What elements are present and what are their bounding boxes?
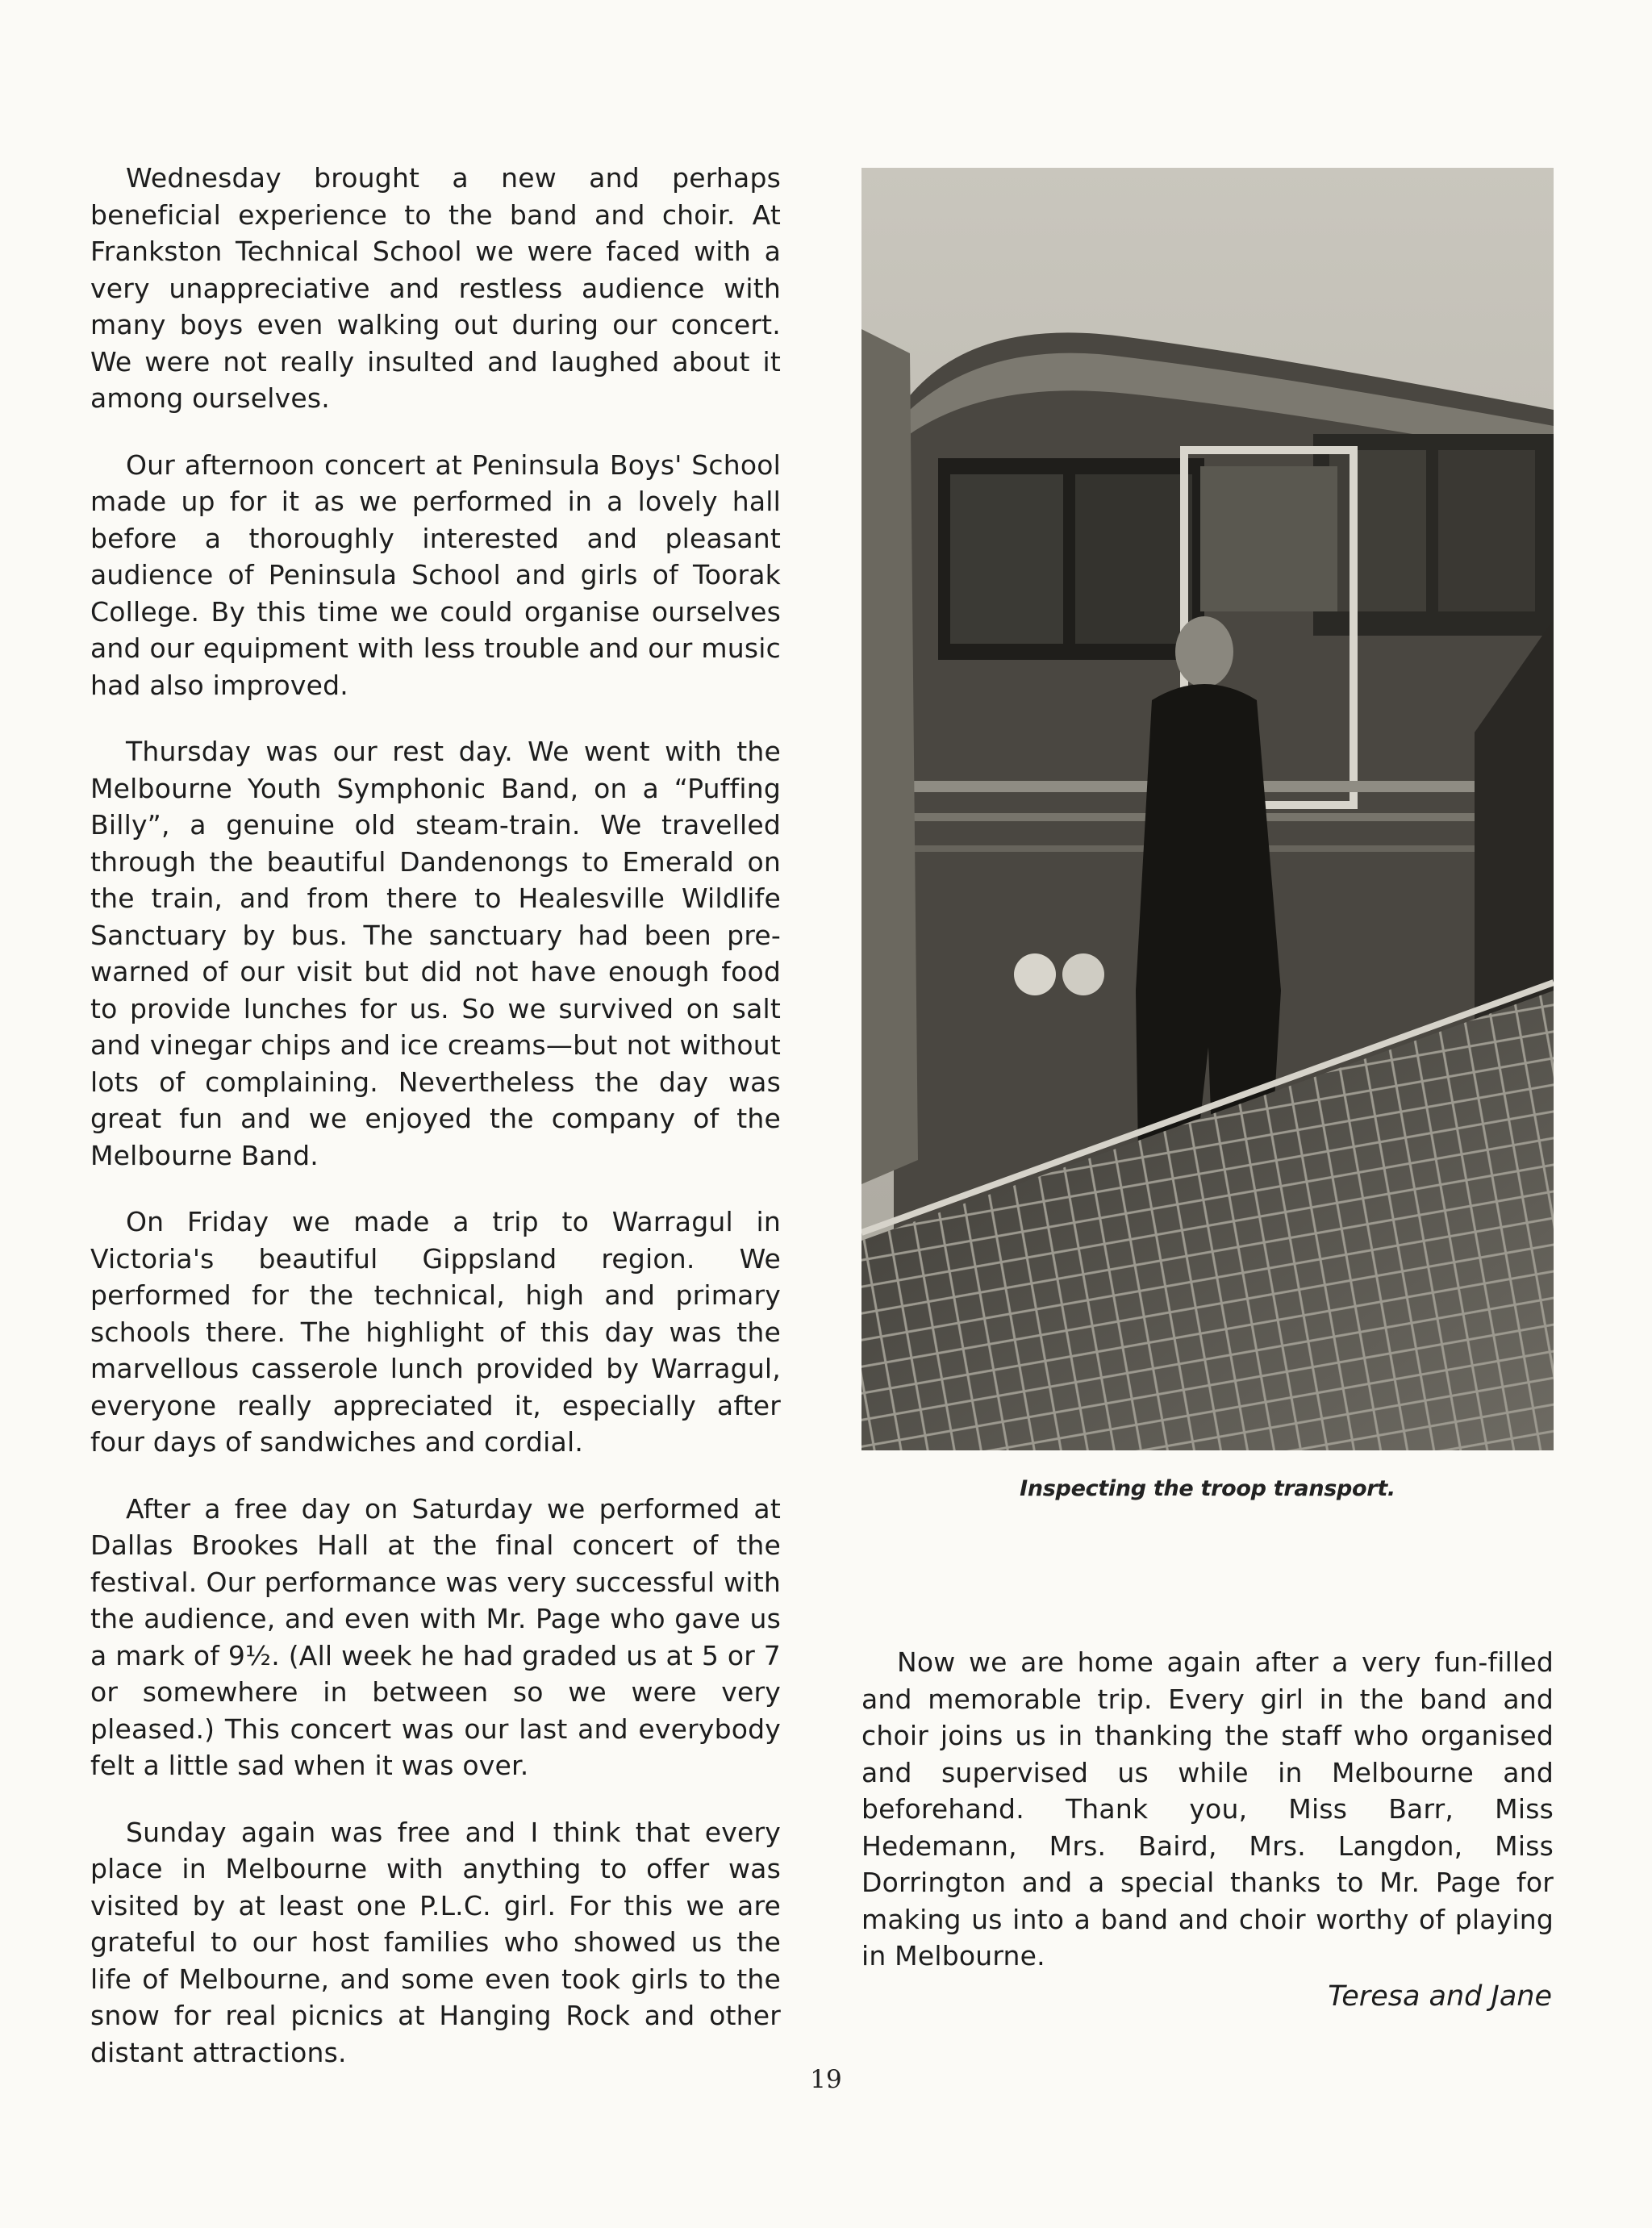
paragraph-saturday: After a free day on Saturday we performed at Dallas Brookes Hall at the final concert of the festival. Our performance was very successful with the audience, and even with Mr. Page who gave us a mark of 9½. (All week he had graded us at 5 or 7 or somewhere in between so we were very pleased.) This concert was our last and everybody felt a little sad when it was over.	[90, 1492, 781, 1781]
paragraph-sunday: Sunday again was free and I think that every place in Melbourne with anything to offer was visited by at least one P.L.C. girl. For this we are grateful to our host families who showed us the life of Melbourne, and some even took girls to the snow for real picnics at Hanging Rock and other distant attractions.	[90, 1816, 781, 2068]
signature: Teresa and Jane	[1328, 1980, 1552, 2013]
paragraph-closing: Now we are home again after a very fun-filled and memorable trip. Every girl in the band and choir joins us in thanking the staff who organised and supervised us while in Melbourne and beforehand. Thank you, Miss Barr, Miss Hedemann, Mrs. Baird, Mrs. Langdon, Miss Dorrington and a special thanks to Mr. Page for making us into a band and choir worthy of playing in Melbourne.	[861, 1646, 1554, 1971]
page-number: 19	[810, 2065, 842, 2094]
paragraph-friday: On Friday we made a trip to Warragul in Victoria's beautiful Gippsland region. We performed for the technical, high and primary schools there. The highlight of this day was the marvellous casserole lunch provided by Warragul, everyone really appreciated it, especially after four days of sandwiches and cordial.	[90, 1206, 781, 1458]
paragraph-peninsula: Our afternoon concert at Peninsula Boys' School made up for it as we performed in a lovely hall before a thoroughly interested and pleasant audience of Peninsula School and girls of Toorak College. By this time we could organise ourselves and our equipment with less trouble and our music had also improved.	[90, 449, 781, 701]
paragraph-wednesday: Wednesday brought a new and perhaps beneficial experience to the band and choir. At Frankston Technical School we were faced with a very unappreciative and restless audience with many boys even walking out during our concert. We were not really insulted and laughed about it among ourselves.	[90, 162, 781, 414]
paragraph-thursday: Thursday was our rest day. We went with the Melbourne Youth Symphonic Band, on a “Puffing Billy”, a genuine old steam-train. We travelled through the beautiful Dandenongs to Emerald on the train, and from there to Healesville Wildlife Sanctuary by bus. The sanctuary had been pre-warned of our visit but did not have enough food to provide lunches for us. So we survived on salt and vinegar chips and ice creams—but not without lots of complaining. Nevertheless the day was great fun and we enjoyed the company of the Melbourne Band.	[90, 736, 781, 1171]
bus-photo-illustration	[861, 168, 1554, 1450]
closing-section	[861, 1644, 1554, 2005]
photo-caption: Inspecting the troop transport.	[1020, 1476, 1395, 1501]
left-column	[90, 160, 781, 2101]
bus-photo	[861, 168, 1554, 1450]
